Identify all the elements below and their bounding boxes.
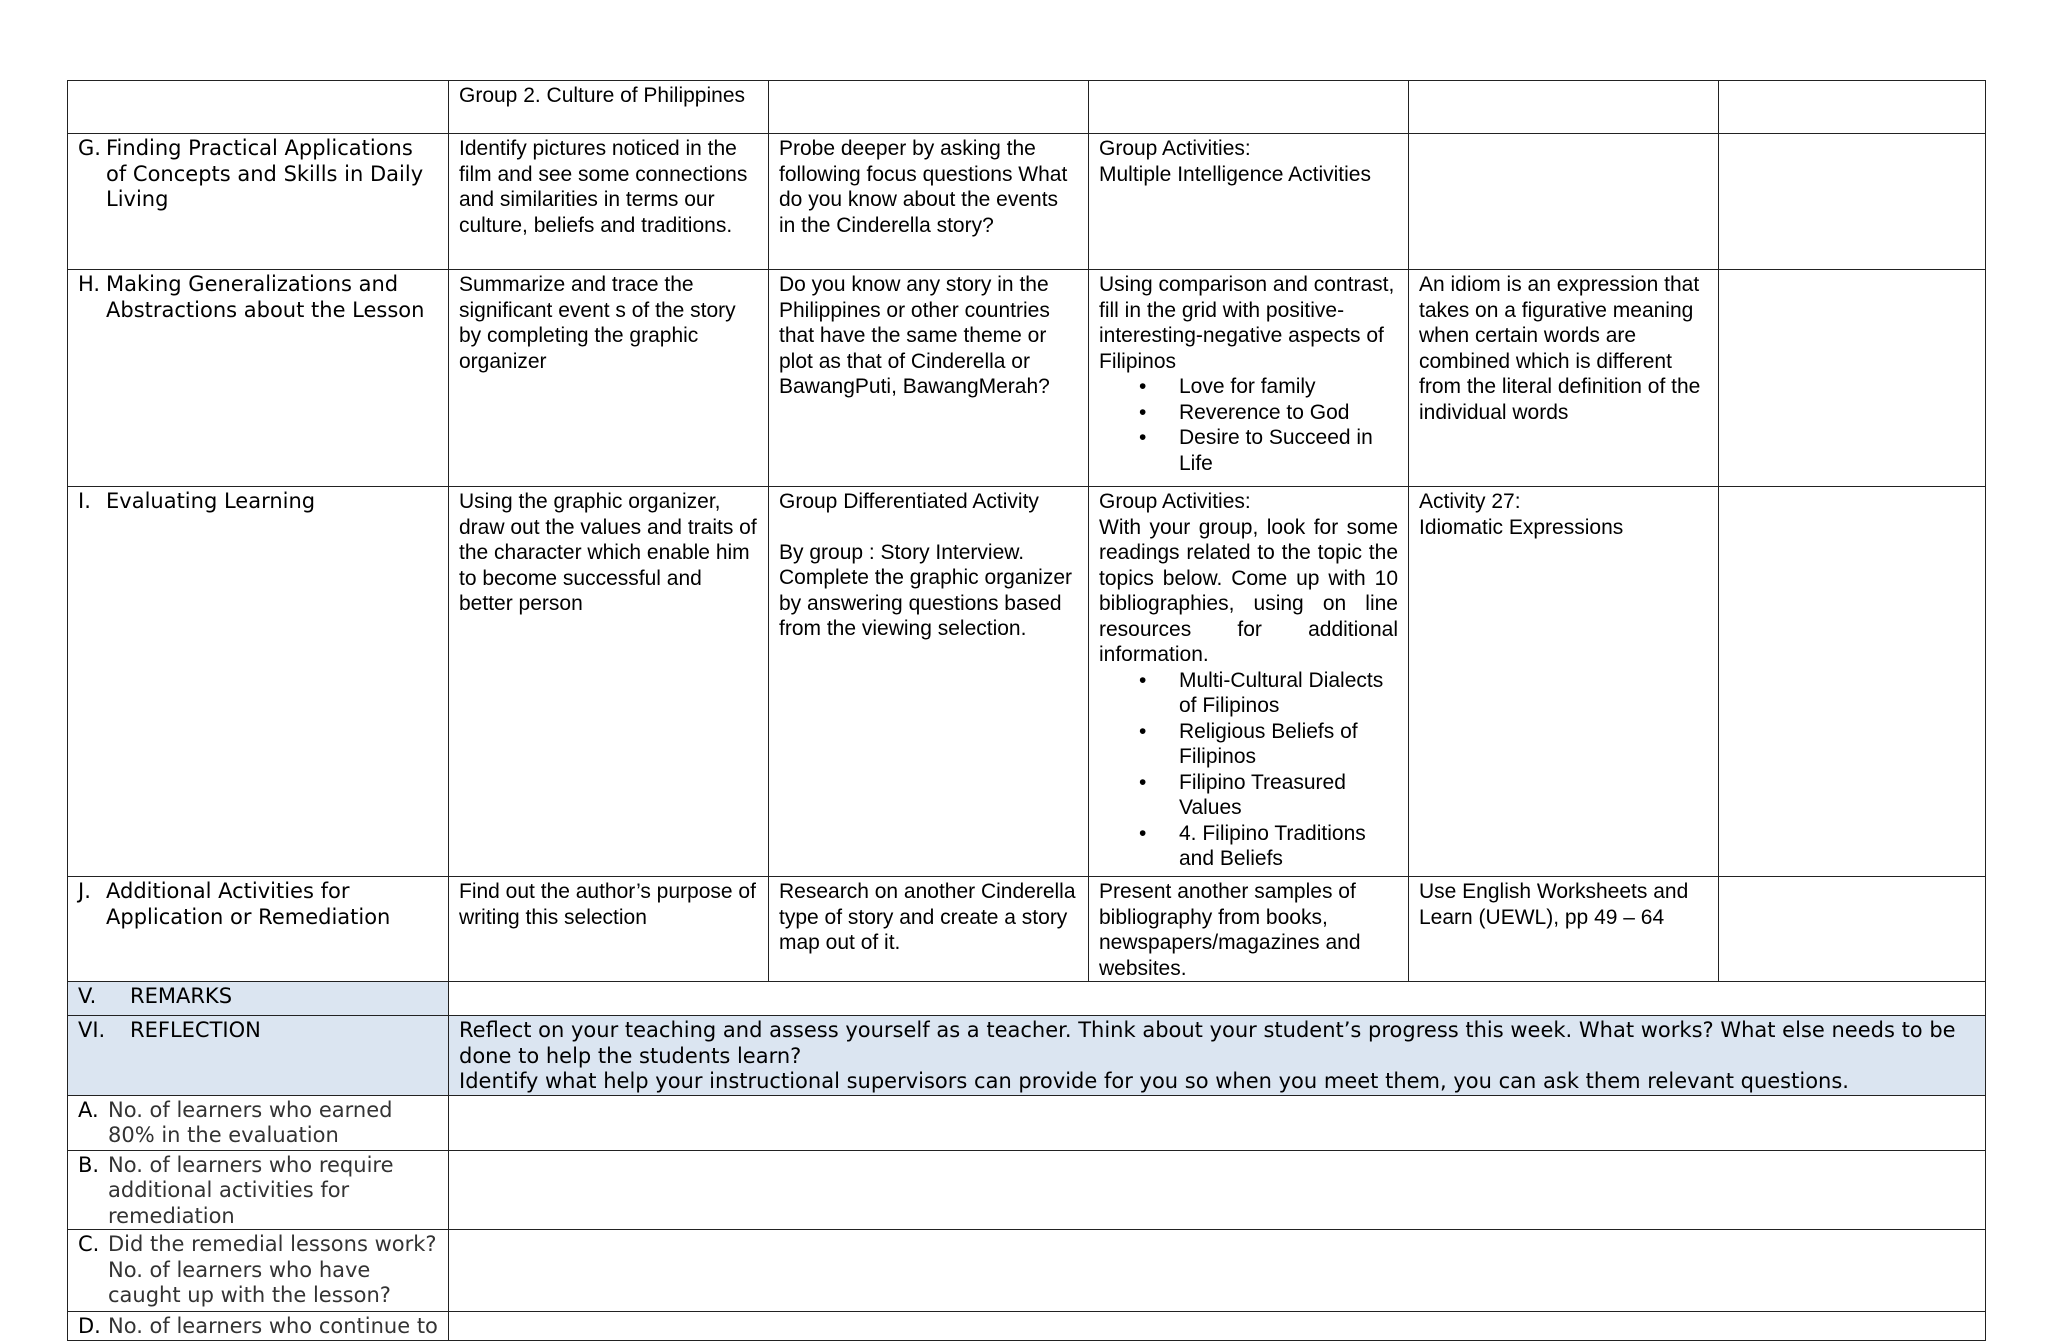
cell-line: Idiomatic Expressions: [1419, 515, 1624, 539]
table-row-question-c: [68, 1230, 1986, 1312]
cell-body: By group : Story Interview. Complete the graphic organizer by answering questions based from the viewing selection.: [779, 540, 1072, 640]
bullet-list: [1099, 668, 1398, 872]
question-label-b: [68, 1150, 449, 1230]
question-text: No. of learners who continue to: [108, 1314, 438, 1338]
cell-day5: [1719, 81, 1986, 134]
row-label-h: [68, 270, 449, 487]
cell-title: Group Activities:: [1099, 490, 1251, 513]
list-item: • Love for family: [1179, 374, 1398, 400]
cell-body: With your group, look for some readings related to the topic the topics below. Come up with 10 bibliographies, using on line resources for additional information.: [1099, 515, 1398, 666]
table-row-question-a: [68, 1095, 1986, 1150]
reflection-line: Reflect on your teaching and assess yourself as a teacher. Think about your student’s progress this week. What works? What else needs to be done to help the students learn?: [459, 1018, 1956, 1068]
cell-title: Group Differentiated Activity: [779, 490, 1039, 513]
cell-line: Multiple Intelligence Activities: [1099, 162, 1371, 186]
section-number: V.: [78, 984, 97, 1008]
section-title: REFLECTION: [130, 1018, 261, 1042]
cell-day3: [1089, 270, 1409, 487]
lesson-plan-page: [67, 80, 1985, 1341]
cell-day4: [1409, 134, 1719, 270]
cell-day5: [1719, 487, 1986, 877]
row-label-j: [68, 877, 449, 982]
reflection-instructions: [449, 1016, 1986, 1096]
cell-day1: Using the graphic organizer, draw out the values and traits of the character which enable him to become successful and better person: [449, 487, 769, 877]
table-row-j: [68, 877, 1986, 982]
row-label-text: Additional Activities for Application or Remediation: [106, 879, 391, 929]
section-title: REMARKS: [130, 984, 233, 1008]
cell-day3: [1089, 487, 1409, 877]
row-label-i: [68, 487, 449, 877]
list-item: • 4. Filipino Traditions and Beliefs: [1179, 821, 1398, 872]
row-label-g: [68, 134, 449, 270]
cell-day5: [1719, 134, 1986, 270]
row-label-text: Evaluating Learning: [106, 489, 316, 513]
cell-day3: [1089, 134, 1409, 270]
table-row-reflection: [68, 1016, 1986, 1096]
row-letter: I.: [78, 489, 91, 513]
question-letter: B.: [78, 1152, 100, 1177]
label-cell-empty: [68, 81, 449, 134]
cell-day3: [1089, 81, 1409, 134]
cell-day4: Use English Worksheets and Learn (UEWL), pp 49 – 64: [1409, 877, 1719, 982]
cell-day4: [1409, 487, 1719, 877]
cell-day2: [769, 487, 1089, 877]
cell-day3: Present another samples of bibliography from books, newspapers/magazines and websites.: [1089, 877, 1409, 982]
cell-day2: Probe deeper by asking the following focus questions What do you know about the events in the Cinderella story?: [769, 134, 1089, 270]
row-label-text: Making Generalizations and Abstractions about the Lesson: [106, 272, 425, 322]
cell-day2: Do you know any story in the Philippines or other countries that have the same theme or plot as that of Cinderella or BawangPuti, BawangMerah?: [769, 270, 1089, 487]
question-label-d: [68, 1312, 449, 1341]
section-heading-remarks: [68, 982, 449, 1016]
section-number: VI.: [78, 1018, 106, 1042]
table-row-remarks: [68, 982, 1986, 1016]
question-text: Did the remedial lessons work? No. of learners who have caught up with the lesson?: [108, 1232, 437, 1307]
bullet-list: [1099, 374, 1398, 476]
cell-day2: [769, 81, 1089, 134]
table-row-g: [68, 134, 1986, 270]
table-row-i: [68, 487, 1986, 877]
cell-day1: Summarize and trace the significant event s of the story by completing the graphic organizer: [449, 270, 769, 487]
question-label-a: [68, 1095, 449, 1150]
list-item: • Reverence to God: [1179, 400, 1398, 426]
cell-day2: Research on another Cinderella type of story and create a story map out of it.: [769, 877, 1089, 982]
list-item: • Religious Beliefs of Filipinos: [1179, 719, 1398, 770]
row-letter: H.: [78, 272, 101, 296]
reflection-line: Identify what help your instructional supervisors can provide for you so when you meet them, you can ask them relevant questions.: [459, 1069, 1849, 1093]
question-letter: C.: [78, 1232, 100, 1256]
cell-day4: An idiom is an expression that takes on a figurative meaning when certain words are combined which is different from the literal definition of the individual words: [1409, 270, 1719, 487]
lesson-plan-table: [67, 80, 1986, 1341]
question-letter: A.: [78, 1097, 99, 1122]
question-label-c: [68, 1230, 449, 1312]
section-heading-reflection: [68, 1016, 449, 1096]
cell-day5: [1719, 877, 1986, 982]
row-letter: J.: [78, 879, 91, 903]
answer-cell: [449, 1095, 1986, 1150]
cell-day5: [1719, 270, 1986, 487]
cell-day1: Identify pictures noticed in the film and see some connections and similarities in terms our culture, beliefs and traditions.: [449, 134, 769, 270]
question-text: No. of learners who require additional activities for remediation: [108, 1152, 394, 1228]
cell-line: Group Activities:: [1099, 137, 1251, 160]
row-letter: G.: [78, 136, 101, 160]
table-row-question-b: [68, 1150, 1986, 1230]
cell-day4: [1409, 81, 1719, 134]
table-row-question-d: [68, 1312, 1986, 1341]
answer-cell: [449, 1150, 1986, 1230]
answer-cell: [449, 1312, 1986, 1341]
table-row-h: [68, 270, 1986, 487]
cell-intro: Using comparison and contrast, fill in the grid with positive-interesting-negative aspects of Filipinos: [1099, 273, 1395, 373]
row-label-text: Finding Practical Applications of Concepts and Skills in Daily Living: [106, 136, 424, 211]
cell-day1: Group 2. Culture of Philippines: [449, 81, 769, 134]
table-row-continuation: [68, 81, 1986, 134]
list-item: • Filipino Treasured Values: [1179, 770, 1398, 821]
answer-cell: [449, 1230, 1986, 1312]
cell-day1: Find out the author’s purpose of writing this selection: [449, 877, 769, 982]
list-item: • Desire to Succeed in Life: [1179, 425, 1398, 476]
list-item: • Multi-Cultural Dialects of Filipinos: [1179, 668, 1398, 719]
cell-line: Activity 27:: [1419, 490, 1521, 513]
remarks-cell: [449, 982, 1986, 1016]
question-letter: D.: [78, 1314, 101, 1338]
question-text: No. of learners who earned 80% in the evaluation: [108, 1097, 393, 1147]
